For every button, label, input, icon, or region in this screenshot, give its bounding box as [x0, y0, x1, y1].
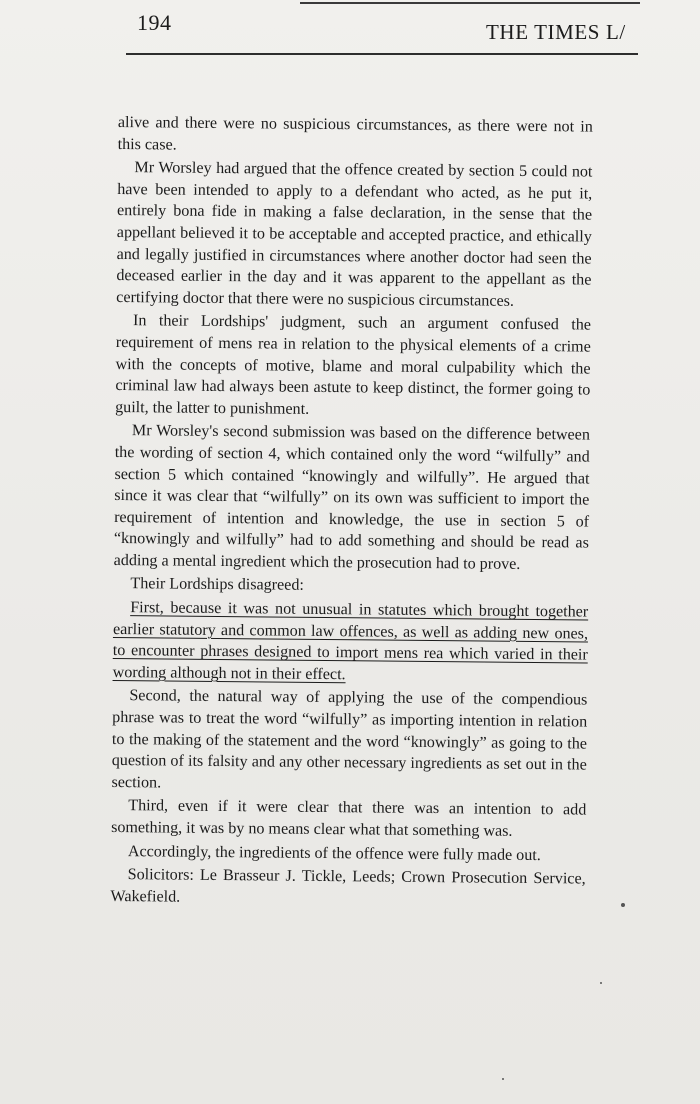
- article-body: [110, 112, 593, 914]
- paragraph: Mr Worsley had argued that the offence created by section 5 could not have been intended to apply to a defendant who acted, as he put it, entirely bona fide in making a false declaration, in the sense that the appellant believed it to be acceptable and accepted practice, and ethically and legally justified in circumstances where another doctor had seen the deceased earlier in the day and it was apparent to the appellant as the certifying doctor that there were no suspicious circumstances.: [116, 159, 593, 310]
- paragraph: Mr Worsley's second submission was based on the difference between the wording of section 4, which contained only the word “wilfully” and section 5 which contained “knowingly and wilfully”. He argued that since it was clear that “wilfully” on its own was sufficient to import the requirement of intention and knowledge, the use in section 5 of “knowingly and wilfully” had to add something and should be read as adding a mental ingredient which the prosecution had to prove.: [113, 422, 590, 573]
- paragraph: Their Lordships disagreed:: [130, 575, 304, 595]
- header-rule: [126, 53, 638, 55]
- paragraph: Third, even if it were clear that there was an intention to add something, it was by no means clear what that something was.: [111, 797, 587, 840]
- paragraph: alive and there were no suspicious circumstances, as there were not in this case.: [117, 113, 593, 154]
- scan-speck: [621, 903, 625, 907]
- scan-speck: [600, 982, 602, 984]
- paragraph: In their Lordships' judgment, such an argument confused the requirement of mens rea in relation to the physical elements of a crime with the concepts of motive, blame and moral culpability which the criminal law had always been astute to keep distinct, the former going to guilt, the latter to punishment.: [115, 312, 592, 418]
- page-number: 194: [137, 10, 172, 35]
- paragraph: Second, the natural way of applying the use of the compendious phrase was to treat the word “wilfully” as importing intention in relation to the making of the statement and the word “knowingly” as going to the question of its falsity and any other necessary ingredients as set out in the section.: [111, 687, 588, 792]
- running-head: THE TIMES L/: [486, 20, 626, 44]
- paragraph: Solicitors: Le Brasseur J. Tickle, Leeds; Crown Prosecution Service, Wakefield.: [110, 866, 586, 906]
- underlined-text: First, because it was not unusual in statutes which brought together earlier statutory and common law offences, as well as adding new ones, to encounter phrases designed to import mens rea which varied in their wording although not in their effect.: [112, 599, 589, 684]
- underlined-paragraph: [113, 597, 589, 688]
- top-rule: [300, 2, 640, 4]
- scan-speck: [502, 1078, 504, 1080]
- paragraph: Accordingly, the ingredients of the offence were fully made out.: [127, 842, 541, 864]
